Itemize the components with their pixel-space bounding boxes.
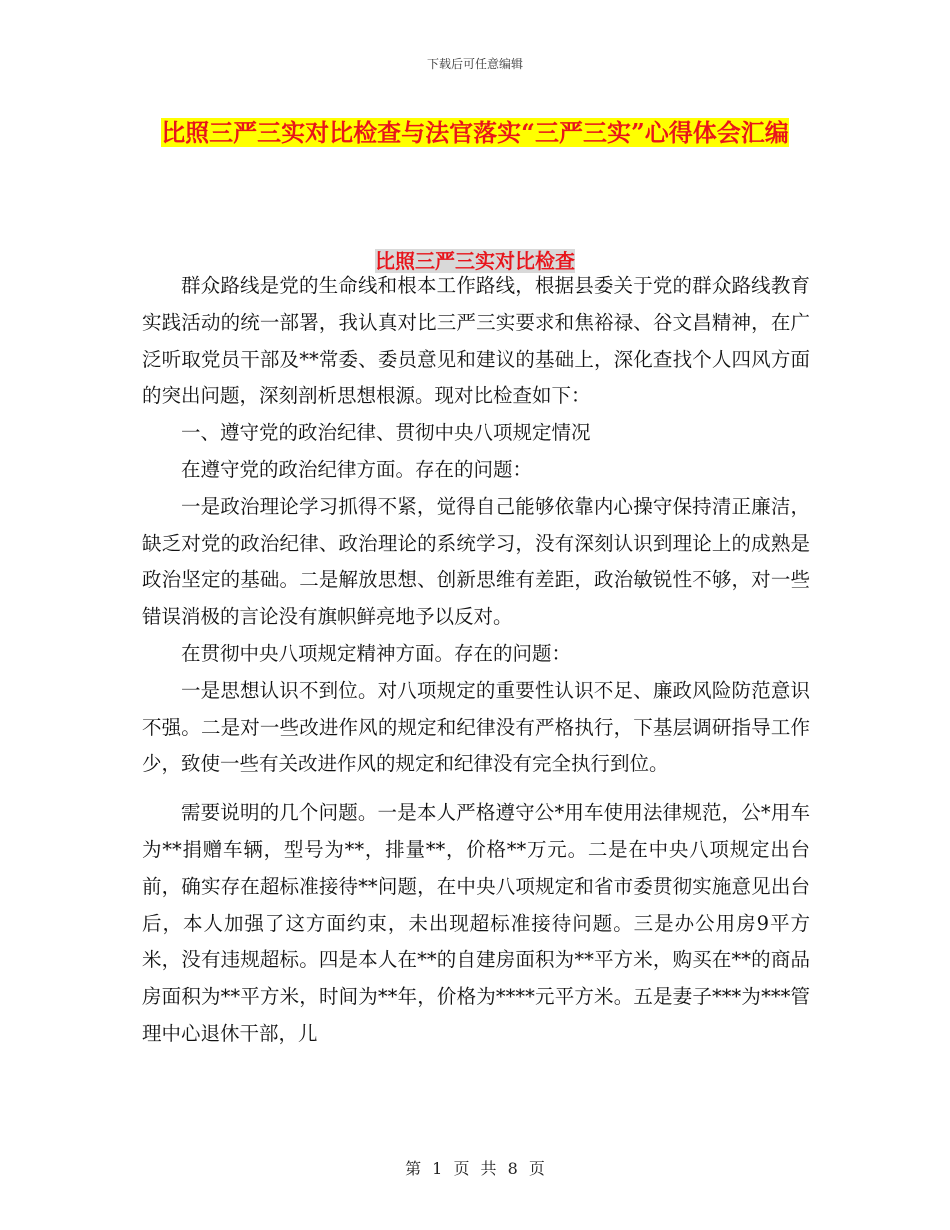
paragraph-political-discipline: 在遵守党的政治纪律方面。存在的问题： bbox=[181, 457, 533, 481]
document-title-text: 比照三严三实对比检查与法官落实“三严三实”心得体会汇编 bbox=[161, 118, 789, 147]
paragraph-intro: 群众路线是党的生命线和根本工作路线，根据县委关于党的群众路线教育实践活动的统一部署，我认真对比三严三实要求和焦裕禄、谷文昌精神，在广泛听取党员干部及**常委、委员意见和建议的基础上，深化查找个人四风方面的突出问题，深刻剖析思想根源。现对比检查如下： bbox=[142, 274, 810, 408]
paragraph-explanations: 需要说明的几个问题。一是本人严格遵守公*用车使用法律规范，公*用车为**捐赠车辆，型号为**，排量**，价格**万元。二是在中央八项规定出台前，确实存在超标准接待**问题，在中央八项规定和省市委贯彻实施意见出台后，本人加强了这方面约束，未出现超标准接待问题。三是办公用房9平方米，没有违规超标。四是本人在**的自建房面积为**平方米，购买在**的商品房面积为**平方米，时间为**年，价格为****元平方米。五是妻子***为***管理中心退休干部，儿 bbox=[142, 801, 810, 1045]
paragraph-political-problems: 一是政治理论学习抓得不紧，觉得自己能够依靠内心操守保持清正廉洁，缺乏对党的政治纪律、政治理论的系统学习，没有深刻认识到理论上的成熟是政治坚定的基础。二是解放思想、创新思维有差距，政治敏锐性不够，对一些错误消极的言论没有旗帜鲜亮地予以反对。 bbox=[142, 494, 810, 629]
section-title-text: 比照三严三实对比检查 bbox=[375, 249, 575, 273]
page-footer: 第 1 页 共 8 页 bbox=[405, 1159, 545, 1178]
paragraph-heading-1: 一、遵守党的政治纪律、贯彻中央八项规定情况 bbox=[181, 421, 591, 445]
paragraph-eight-rules: 在贯彻中央八项规定精神方面。存在的问题： bbox=[181, 641, 572, 665]
page-header-note: 下载后可任意编辑 bbox=[426, 57, 523, 71]
document-title bbox=[140, 112, 810, 154]
paragraph-eight-rules-problems: 一是思想认识不到位。对八项规定的重要性认识不足、廉政风险防范意识不强。二是对一些改进作风的规定和纪律没有严格执行，下基层调研指导工作少，致使一些有关改进作风的规定和纪律没有完全执行到位。 bbox=[142, 678, 810, 776]
document-body bbox=[142, 268, 810, 1053]
